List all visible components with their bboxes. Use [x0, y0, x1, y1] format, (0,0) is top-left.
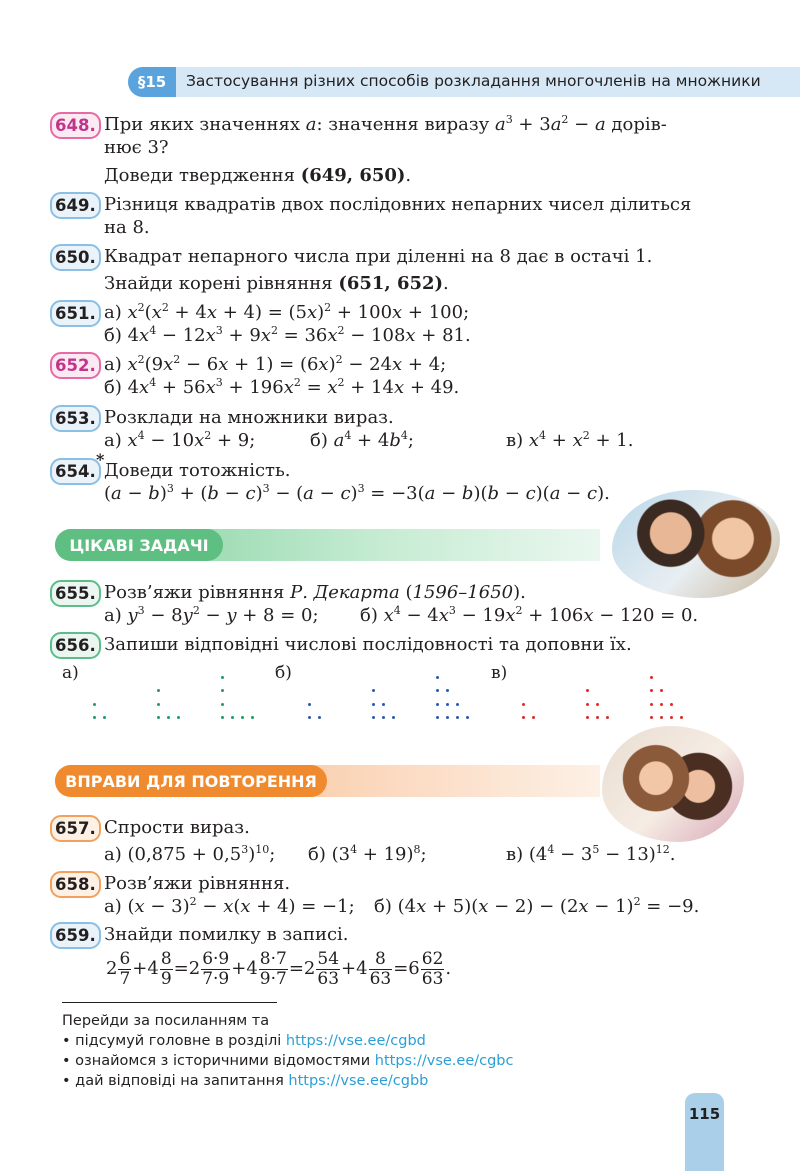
- pattern-dot: [382, 716, 385, 719]
- task-654-line-1: Доведи тотожність.: [104, 460, 291, 481]
- girls-photo: [602, 726, 744, 842]
- task-648-line-1: При яких значеннях а: значення виразу $a^3 + 3a^2 - a$ дорів-: [104, 113, 667, 135]
- pattern-dot: [221, 703, 224, 706]
- task-649-line-2: на 8.: [104, 217, 150, 238]
- task-658-equation-b: б) $(4x + 5)(x - 2) - (2x - 1)^2 = -9$.: [374, 895, 700, 917]
- pattern-dot: [436, 703, 439, 706]
- task-653-expression-a: а) $x^4 - 10x^2 + 9$;: [104, 429, 256, 451]
- roots-heading: Знайди корені рівняння (651, 652).: [104, 273, 449, 294]
- task-657-expression-b: б) $(3^4 + 19)^8$;: [308, 843, 427, 865]
- task-651-equation-a: а) $x^2(x^2 + 4x + 4) = (5x)^2 + 100x + 100$;: [104, 301, 470, 323]
- pattern-dot: [466, 716, 469, 719]
- pattern-dot: [522, 716, 525, 719]
- pattern-dot: [392, 716, 395, 719]
- pattern-dot: [446, 689, 449, 692]
- task-number-648: 648.: [50, 112, 101, 139]
- task-649-line-1: Різниця квадратів двох послідовних непарних чисел ділиться: [104, 194, 692, 215]
- pattern-dot: [167, 716, 170, 719]
- task-number-649: 649.: [50, 192, 101, 219]
- pattern-dot: [177, 716, 180, 719]
- pattern-dot: [241, 716, 244, 719]
- pattern-dot: [596, 703, 599, 706]
- task-657-expression-c: в) $(4^4 - 3^5 - 13)^{12}$.: [506, 843, 676, 865]
- task-number-656: 656.: [50, 632, 101, 659]
- task-653-line-1: Розклади на множники вираз.: [104, 407, 394, 428]
- pattern-dot: [670, 716, 673, 719]
- pattern-dot: [372, 703, 375, 706]
- pattern-dot: [606, 716, 609, 719]
- pattern-dot: [650, 703, 653, 706]
- pattern-dot: [650, 676, 653, 679]
- task-652-equation-b: б) $4x^4 + 56x^3 + 196x^2 = x^2 + 14x + 49$.: [104, 376, 460, 398]
- section-number: §15: [128, 67, 176, 97]
- students-photo: [612, 490, 780, 598]
- prove-heading: Доведи твердження (649, 650).: [104, 165, 412, 186]
- pattern-dot: [93, 716, 96, 719]
- pattern-dot: [372, 689, 375, 692]
- pattern-dot: [586, 716, 589, 719]
- footnote-divider: [62, 1002, 277, 1003]
- pattern-dot: [372, 716, 375, 719]
- pattern-dot: [157, 689, 160, 692]
- pattern-dot: [93, 703, 96, 706]
- pattern-dot: [660, 716, 663, 719]
- pattern-dot: [670, 703, 673, 706]
- task-number-659: 659.: [50, 922, 101, 949]
- task-657-line-1: Спрости вираз.: [104, 817, 250, 838]
- task-number-657: 657.: [50, 815, 101, 842]
- page-number: 115: [685, 1093, 724, 1171]
- pattern-dot: [650, 689, 653, 692]
- link-questions[interactable]: https://vse.ee/cgbb: [288, 1073, 429, 1089]
- pattern-dot: [221, 716, 224, 719]
- difficulty-star: *: [96, 450, 105, 469]
- footnote-item-history: • ознайомся з історичними відомостями https://vse.ee/cgbc: [62, 1053, 514, 1069]
- pattern-dot: [660, 703, 663, 706]
- task-650-line-1: Квадрат непарного числа при діленні на 8 дає в остачі 1.: [104, 246, 653, 267]
- pattern-dot: [436, 716, 439, 719]
- pattern-dot: [308, 703, 311, 706]
- task-number-652: 652.: [50, 352, 101, 379]
- pattern-dot: [596, 716, 599, 719]
- pattern-dot: [318, 716, 321, 719]
- pattern-dot: [586, 703, 589, 706]
- task-657-expression-a: а) $(0,875 + 0,5^3)^{10}$;: [104, 843, 276, 865]
- task-655-equation-b: б) $x^4 - 4x^3 - 19x^2 + 106x - 120 = 0$.: [360, 604, 699, 626]
- pattern-dot: [456, 716, 459, 719]
- link-summary[interactable]: https://vse.ee/cgbd: [285, 1033, 426, 1049]
- footnote-item-summary: • підсумуй головне в розділі https://vse.ee/cgbd: [62, 1033, 426, 1049]
- pattern-dot: [532, 716, 535, 719]
- section-title: Застосування різних способів розкладання многочленів на множники: [186, 72, 761, 90]
- task-653-expression-b: б) $a^4 + 4b^4$;: [310, 429, 414, 451]
- task-652-equation-a: а) $x^2(9x^2 - 6x + 1) = (6x)^2 - 24x + 4$;: [104, 353, 447, 375]
- section-label-interesting: ЦІКАВІ ЗАДАЧІ: [55, 529, 223, 561]
- task-number-651: 651.: [50, 300, 101, 327]
- pattern-dot: [680, 716, 683, 719]
- task-658-line-1: Розв’яжи рівняння.: [104, 873, 291, 894]
- task-number-658: 658.: [50, 871, 101, 898]
- task-653-expression-c: в) $x^4 + x^2 + 1$.: [506, 429, 634, 451]
- pattern-dot: [221, 676, 224, 679]
- pattern-dot: [103, 716, 106, 719]
- link-history[interactable]: https://vse.ee/cgbc: [374, 1053, 514, 1069]
- task-654-identity: $(a - b)^3 + (b - c)^3 - (a - c)^3 = -3(a - b)(b - c)(a - c)$.: [104, 482, 610, 504]
- task-number-654: 654.: [50, 458, 101, 485]
- pattern-dot: [231, 716, 234, 719]
- footnote-item-questions: • дай відповіді на запитання https://vse.ee/cgbb: [62, 1073, 429, 1089]
- pattern-dot: [221, 689, 224, 692]
- pattern-dot: [157, 716, 160, 719]
- task-659-line-1: Знайди помилку в записі.: [104, 924, 349, 945]
- pattern-dot: [446, 716, 449, 719]
- task-number-650: 650.: [50, 244, 101, 271]
- pattern-label-c: в): [491, 663, 508, 683]
- pattern-dot: [660, 689, 663, 692]
- task-655-equation-a: а) $y^3 - 8y^2 - y + 8 = 0$;: [104, 604, 319, 626]
- footnote-intro: Перейди за посиланням та: [62, 1013, 270, 1029]
- pattern-dot: [436, 689, 439, 692]
- pattern-dot: [436, 676, 439, 679]
- pattern-dot: [446, 703, 449, 706]
- pattern-label-b: б): [275, 663, 292, 683]
- pattern-dot: [586, 689, 589, 692]
- pattern-dot: [251, 716, 254, 719]
- pattern-dot: [456, 703, 459, 706]
- task-648-line-2: нює 3?: [104, 137, 169, 158]
- task-number-655: 655.: [50, 580, 101, 607]
- task-656-line-1: Запиши відповідні числові послідовності та доповни їх.: [104, 634, 632, 655]
- pattern-dot: [157, 703, 160, 706]
- task-658-equation-a: а) $(x - 3)^2 - x(x + 4) = -1$;: [104, 895, 355, 917]
- task-number-653: 653.: [50, 405, 101, 432]
- pattern-dot: [308, 716, 311, 719]
- pattern-dot: [382, 703, 385, 706]
- task-655-line-1: Розв’яжи рівняння Р. Декарта (1596–1650).: [104, 582, 526, 603]
- pattern-dot: [522, 703, 525, 706]
- pattern-label-a: а): [62, 663, 79, 683]
- section-label-review: ВПРАВИ ДЛЯ ПОВТОРЕННЯ: [55, 765, 327, 797]
- task-659-fraction-equation: 2 $\frac{6}{7}$ +4 $\frac{8}{9}$ =2 $\frac{6\cdot 9}{7\cdot 9}$ +4 $\frac{8\cdot 7}{9\cdot 7}$ =2 $\frac{54}{63}$ +4 $\frac{8}{63}$ =6 $\frac{62}{63}$ .: [106, 948, 452, 989]
- task-651-equation-b: б) $4x^4 - 12x^3 + 9x^2 = 36x^2 - 108x + 81$.: [104, 324, 471, 346]
- pattern-dot: [650, 716, 653, 719]
